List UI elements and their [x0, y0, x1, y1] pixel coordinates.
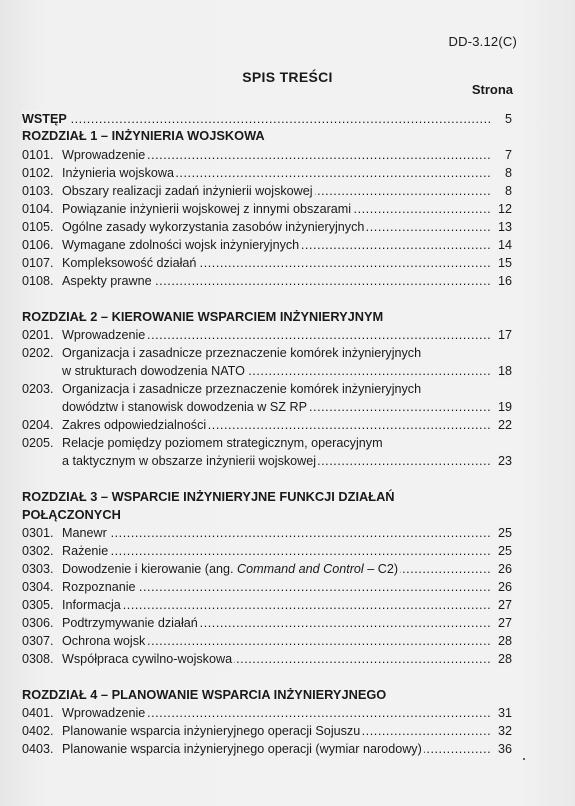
toc-entry-page: 27 [497, 616, 512, 630]
toc-entry-number: 0403. [22, 742, 54, 756]
toc-entry-number: 0101. [22, 148, 54, 162]
toc-entry[interactable] [22, 182, 512, 200]
toc-entry-number: 0108. [22, 274, 54, 288]
toc-entry-label: Ochrona wojsk [62, 634, 146, 648]
toc-entry-number: 0307. [22, 634, 54, 648]
toc-entry-label: Obszary realizacji zadań inżynierii wojskowej [62, 184, 313, 198]
toc-entry[interactable] [22, 614, 512, 632]
toc-entry-label-line1: Relacje pomiędzy poziomem strategicznym, operacyjnym [62, 436, 383, 450]
toc-entry-page: 26 [497, 580, 512, 594]
dot-leader [62, 524, 490, 542]
toc-entry-label: Rozpoznanie [62, 580, 136, 594]
toc-entry-number: 0401. [22, 706, 54, 720]
toc-entry-number: 0204. [22, 418, 54, 432]
toc-entry-label: Współpraca cywilno-wojskowa [62, 652, 233, 666]
toc-entry[interactable] [22, 650, 512, 668]
toc-entry[interactable] [22, 272, 512, 290]
label-italic-part: Command and Control [237, 562, 364, 576]
document-id: DD-3.12(C) [448, 34, 517, 49]
toc-entry-number: 0308. [22, 652, 54, 666]
toc-entry-label: dowództw i stanowisk dowodzenia w SZ RP [62, 400, 307, 414]
toc-entry-intro[interactable] [22, 110, 512, 128]
toc-entry[interactable] [22, 254, 512, 272]
toc-entry-number: 0102. [22, 166, 54, 180]
toc-entry-label [62, 560, 400, 578]
toc-entry-label: Planowanie wsparcia inżynieryjnego operacji Sojuszu [62, 724, 361, 738]
toc-entry-number: 0105. [22, 220, 54, 234]
toc-entry[interactable] [22, 326, 512, 344]
toc-entry-label: Aspekty prawne [62, 274, 152, 288]
toc-entry-page: 32 [497, 724, 512, 738]
toc-entry[interactable] [22, 344, 512, 380]
toc-entry-label: Wprowadzenie [62, 148, 146, 162]
toc-entry-page: 26 [497, 562, 512, 576]
toc-entry-page: 25 [497, 526, 512, 540]
toc-entry-label: a taktycznym w obszarze inżynierii wojskowej [62, 454, 317, 468]
toc-entry-page: 16 [497, 274, 512, 288]
toc-entry[interactable] [22, 218, 512, 236]
toc-entry-page: 5 [504, 112, 512, 126]
toc-entry-page: 31 [497, 706, 512, 720]
toc-entry-number: 0402. [22, 724, 54, 738]
toc-entry-page: 36 [497, 742, 512, 756]
page-column-header: Strona [471, 82, 513, 97]
label-part: Dowodzenie i kierowanie (ang. [62, 562, 238, 576]
toc-entry-page: 19 [497, 400, 512, 414]
toc-entry[interactable] [22, 164, 512, 182]
toc-entry-number: 0202. [22, 346, 54, 360]
toc-entry[interactable] [22, 704, 512, 722]
toc-entry-label: Zakres odpowiedzialności [62, 418, 207, 432]
toc-entry-page: 28 [497, 634, 512, 648]
toc-entry-label: Kompleksowość działań [62, 256, 197, 270]
toc-entry[interactable] [22, 632, 512, 650]
toc-entry-number: 0205. [22, 436, 54, 450]
toc-entry-page: 17 [497, 328, 512, 342]
chapter-heading: ROZDZIAŁ 2 – KIEROWANIE WSPARCIEM INŻYNIERYJNYM [22, 309, 384, 324]
toc-entry-label: Wprowadzenie [62, 328, 146, 342]
toc-entry-page: 8 [504, 166, 512, 180]
toc-entry-label: Informacja [62, 598, 121, 612]
toc-entry[interactable] [22, 236, 512, 254]
toc-entry-page: 8 [504, 184, 512, 198]
toc-entry-label: Wymagane zdolności wojsk inżynieryjnych [62, 238, 300, 252]
toc-entry-label-line1: Organizacja i zasadnicze przeznaczenie komórek inżynieryjnych [62, 382, 422, 396]
toc-entry-page: 28 [497, 652, 512, 666]
toc-entry-label: Rażenie [62, 544, 109, 558]
toc-entry[interactable] [22, 560, 512, 578]
toc-entry[interactable] [22, 740, 512, 758]
toc-entry-label: Wprowadzenie [62, 706, 146, 720]
toc-entry-label: Podtrzymywanie działań [62, 616, 198, 630]
toc-entry[interactable] [22, 722, 512, 740]
toc-entry[interactable] [22, 380, 512, 416]
chapter-heading: ROZDZIAŁ 4 – PLANOWANIE WSPARCIA INŻYNIERYJNEGO [22, 687, 387, 702]
toc-entry-label: w strukturach dowodzenia NATO [62, 364, 245, 378]
toc-entry-number: 0305. [22, 598, 54, 612]
toc-entry-number: 0306. [22, 616, 54, 630]
label-part: – C2) [363, 562, 399, 576]
toc-entry-page: 15 [497, 256, 512, 270]
toc-entry-page: 14 [497, 238, 512, 252]
toc-entry-number: 0303. [22, 562, 54, 576]
page-title: SPIS TREŚCI [242, 69, 333, 85]
dot-leader [22, 110, 490, 128]
toc-entry-label: Planowanie wsparcia inżynieryjnego operacji (wymiar narodowy) [62, 742, 422, 756]
toc-entry[interactable] [22, 542, 512, 560]
toc-entry-label: Ogólne zasady wykorzystania zasobów inżynieryjnych [62, 220, 365, 234]
toc-entry-page: 25 [497, 544, 512, 558]
toc-entry-number: 0103. [22, 184, 54, 198]
toc-entry-number: 0201. [22, 328, 54, 342]
toc-entry[interactable] [22, 434, 512, 470]
toc-entry-number: 0301. [22, 526, 54, 540]
toc-entry-page: 23 [497, 454, 512, 468]
toc-entry-page: 13 [497, 220, 512, 234]
toc-entry[interactable] [22, 596, 512, 614]
toc-entry[interactable] [22, 200, 512, 218]
toc-entry[interactable] [22, 146, 512, 164]
toc-entry-page: 18 [497, 364, 512, 378]
scan-speck [523, 758, 525, 760]
toc-entry-label: Manewr [62, 526, 107, 540]
toc-entry-number: 0107. [22, 256, 54, 270]
chapter-heading: ROZDZIAŁ 1 – INŻYNIERIA WOJSKOWA [22, 128, 265, 143]
toc-entry-number: 0302. [22, 544, 54, 558]
toc-entry-page: 27 [497, 598, 512, 612]
dot-leader [62, 542, 490, 560]
toc-entry-number: 0106. [22, 238, 54, 252]
toc-entry[interactable] [22, 578, 512, 596]
toc-entry-number: 0104. [22, 202, 54, 216]
dot-leader [62, 596, 490, 614]
toc-entry-label: Inżynieria wojskowa [62, 166, 174, 180]
toc-entry-label: WSTĘP [22, 112, 67, 126]
toc-entry-number: 0304. [22, 580, 54, 594]
toc-entry-page: 7 [504, 148, 512, 162]
chapter-heading: ROZDZIAŁ 3 – WSPARCIE INŻYNIERYJNE FUNKCJI DZIAŁAŃ [22, 489, 395, 504]
toc-entry-label: Powiązanie inżynierii wojskowej z innymi obszarami [62, 202, 352, 216]
toc-entry[interactable] [22, 524, 512, 542]
toc-entry-label-line1: Organizacja i zasadnicze przeznaczenie komórek inżynieryjnych [62, 346, 422, 360]
toc-entry-page: 12 [497, 202, 512, 216]
chapter-heading-line2: POŁĄCZONYCH [22, 507, 121, 522]
toc-entry-number: 0203. [22, 382, 54, 396]
toc-entry-page: 22 [497, 418, 512, 432]
toc-entry[interactable] [22, 416, 512, 434]
